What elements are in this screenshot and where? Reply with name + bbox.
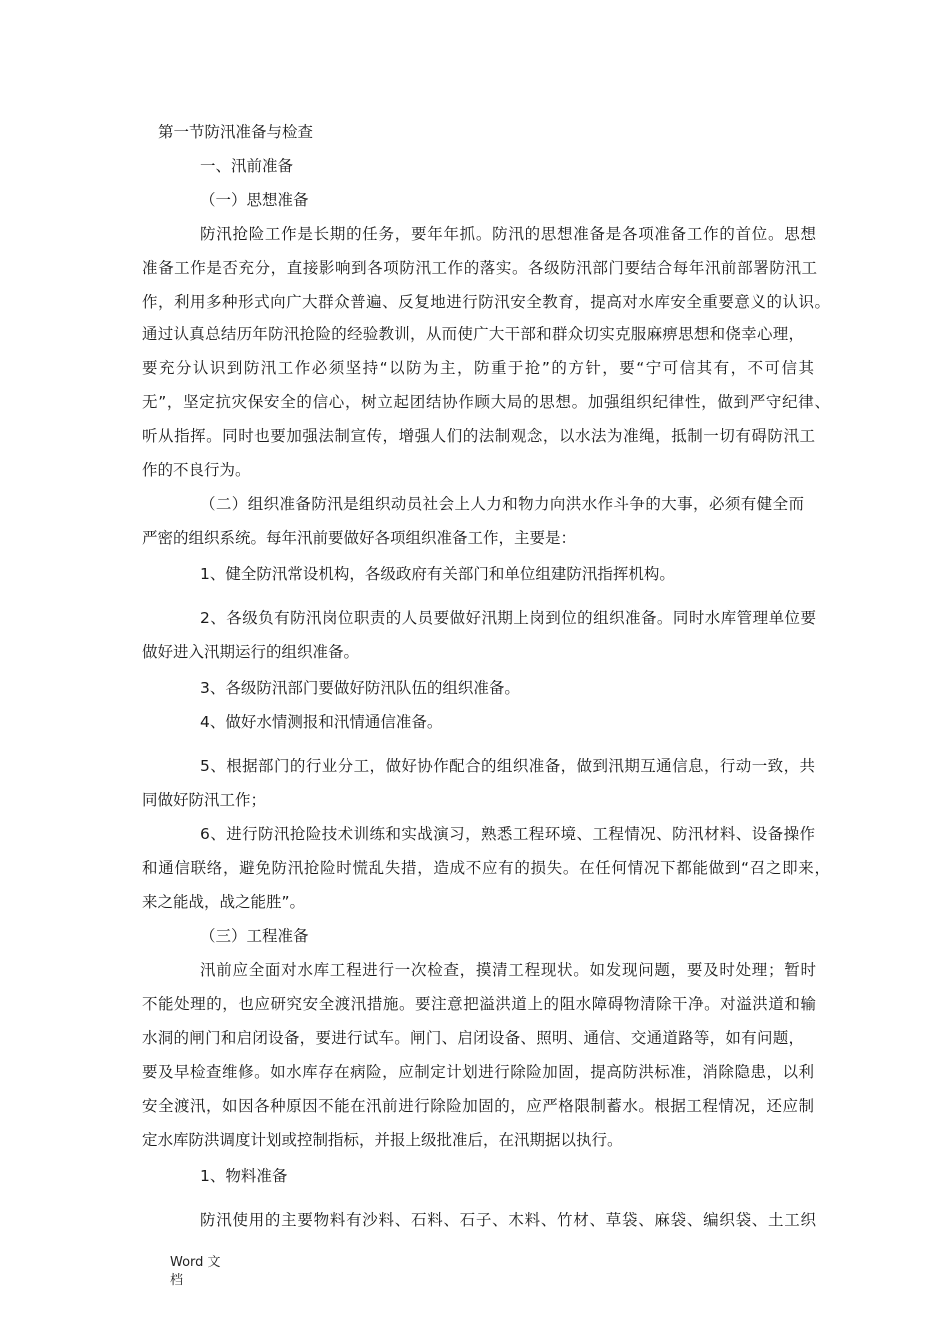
paragraph-line: 严密的组织系统。每年汛前要做好各项组织准备工作，主要是： bbox=[142, 529, 577, 547]
subheading-engineering: （三）工程准备 bbox=[200, 927, 309, 945]
list-item-continuation: 同做好防汛工作； bbox=[142, 791, 267, 809]
list-item: 3、各级防汛部门要做好防汛队伍的组织准备。 bbox=[200, 679, 520, 697]
list-item: 5、根据部门的行业分工，做好协作配合的组织准备，做到汛期互通信息，行动一致，共 bbox=[200, 757, 815, 775]
paragraph-line: 听从指挥。同时也要加强法制宣传，增强人们的法制观念，以水法为准绳，抵制一切有碍防汛工 bbox=[142, 427, 815, 445]
paragraph-line: 作的不良行为。 bbox=[142, 461, 251, 479]
list-item-continuation: 来之能战，战之能胜”。 bbox=[142, 893, 306, 911]
paragraph-line: 防汛抢险工作是长期的任务，要年年抓。防汛的思想准备是各项准备工作的首位。思想 bbox=[200, 225, 816, 243]
paragraph-line: 防汛使用的主要物料有沙料、石料、石子、木料、竹材、草袋、麻袋、编织袋、土工织 bbox=[200, 1211, 816, 1229]
heading-1: 一、汛前准备 bbox=[200, 157, 294, 175]
paragraph-line: 要及早检查维修。如水库存在病险，应制定计划进行除险加固，提高防洪标准，消除隐患，以利 bbox=[142, 1063, 814, 1081]
footer-label: Word 文 bbox=[170, 1255, 221, 1270]
paragraph-line: 要充分认识到防汛工作必须坚持“以防为主，防重于抢”的方针，要“宁可信其有，不可信其 bbox=[142, 359, 814, 377]
paragraph-line: 不能处理的，也应研究安全渡汛措施。要注意把溢洪道上的阻水障碍物清除干净。对溢洪道和输 bbox=[142, 995, 816, 1013]
paragraph-line: 准备工作是否充分，直接影响到各项防汛工作的落实。各级防汛部门要结合每年汛前部署防汛工 bbox=[142, 259, 817, 277]
list-item: 6、进行防汛抢险技术训练和实战演习，熟悉工程环境、工程情况、防汛材料、设备操作 bbox=[200, 825, 815, 843]
paragraph-line: 定水库防洪调度计划或控制指标，并报上级批准后，在汛期据以执行。 bbox=[142, 1131, 623, 1149]
paragraph-line: 作，利用多种形式向广大群众普遍、反复地进行防汛安全教育，提高对水库安全重要意义的认识。 bbox=[142, 293, 830, 311]
subheading-materials: 1、物料准备 bbox=[200, 1167, 288, 1185]
paragraph-line: （二）组织准备防汛是组织动员社会上人力和物力向洪水作斗争的大事，必须有健全而 bbox=[200, 495, 804, 513]
list-item: 4、做好水情测报和汛情通信准备。 bbox=[200, 713, 443, 731]
paragraph-line: 汛前应全面对水库工程进行一次检查，摸清工程现状。如发现问题，要及时处理；暂时 bbox=[200, 961, 816, 979]
paragraph-line: 水洞的闸门和启闭设备，要进行试车。闸门、启闭设备、照明、通信、交通道路等，如有问题， bbox=[142, 1029, 804, 1047]
list-item: 2、各级负有防汛岗位职责的人员要做好汛期上岗到位的组织准备。同时水库管理单位要 bbox=[200, 609, 816, 627]
paragraph-line: 无”，坚定抗灾保安全的信心，树立起团结协作顾大局的思想。加强组织纪律性，做到严守纪律、 bbox=[142, 393, 830, 411]
list-item-continuation: 做好进入汛期运行的组织准备。 bbox=[142, 643, 360, 661]
list-item: 1、健全防汛常设机构，各级政府有关部门和单位组建防汛指挥机构。 bbox=[200, 565, 675, 583]
footer-label-continuation: 档 bbox=[170, 1273, 184, 1288]
paragraph-line: 通过认真总结历年防汛抢险的经验教训，从而使广大干部和群众切实克服麻痹思想和侥幸心理， bbox=[142, 325, 804, 343]
section-title: 第一节防汛准备与检查 bbox=[158, 123, 314, 141]
paragraph-line: 安全渡汛，如因各种原因不能在汛前进行除险加固的，应严格限制蓄水。根据工程情况，还应制 bbox=[142, 1097, 814, 1115]
list-item-continuation: 和通信联络，避免防汛抢险时慌乱失措，造成不应有的损失。在任何情况下都能做到“召之即来， bbox=[142, 859, 830, 877]
subheading-thought: （一）思想准备 bbox=[200, 191, 309, 209]
